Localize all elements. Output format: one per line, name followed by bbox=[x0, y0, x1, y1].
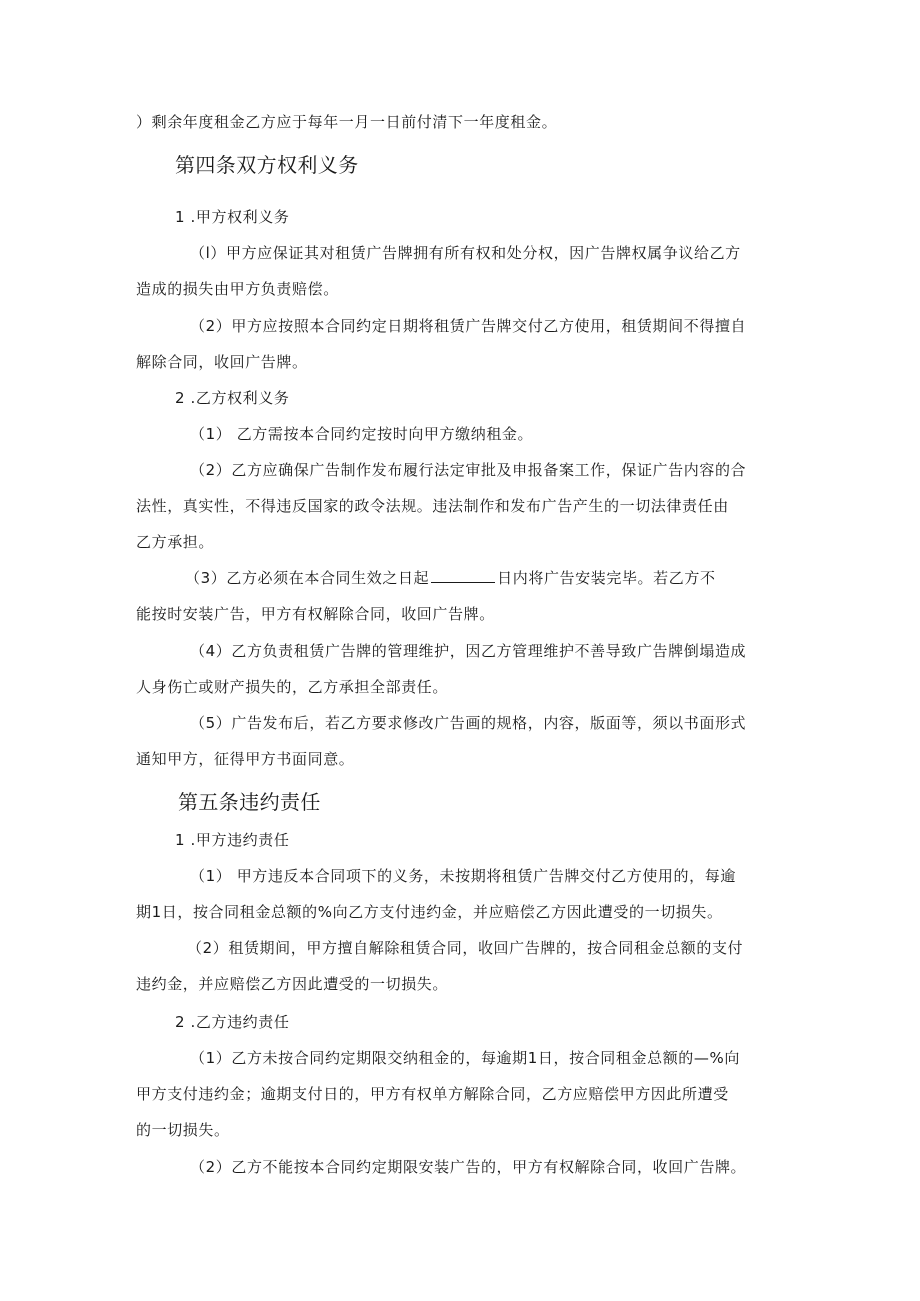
section-title: 1 .甲方违约责任 bbox=[175, 831, 290, 849]
section-title: 2 .乙方权利义务 bbox=[175, 389, 290, 407]
text-line: （2）乙方不能按本合同约定期限安装广告的，甲方有权解除合同，收回广告牌。 bbox=[190, 1158, 747, 1176]
text-line: （1）乙方未按合同约定期限交纳租金的，每逾期1日，按合同租金总额的—%向 bbox=[190, 1049, 740, 1067]
text-line bbox=[185, 568, 716, 588]
text-line: （l）甲方应保证其对租赁广告牌拥有所有权和处分权，因广告牌权属争议给乙方 bbox=[190, 244, 741, 262]
text-line: 乙方承担。 bbox=[136, 533, 215, 551]
text-line: （1） 甲方违反本合同项下的义务，未按期将租赁广告牌交付乙方使用的，每逾 bbox=[190, 867, 736, 885]
text-line: 人身伤亡或财产损失的，乙方承担全部责任。 bbox=[136, 678, 449, 696]
text-line: （4）乙方负责租赁广告牌的管理维护，因乙方管理维护不善导致广告牌倒塌造成 bbox=[190, 642, 747, 660]
article-heading-4: 第四条双方权利义务 bbox=[175, 153, 359, 177]
section-title: 2 .乙方违约责任 bbox=[175, 1013, 290, 1031]
text-line: 解除合同，收回广告牌。 bbox=[136, 353, 308, 371]
text-line: （5）广告发布后，若乙方要求修改广告画的规格，内容，版面等，须以书面形式 bbox=[190, 714, 747, 732]
text-line: 法性，真实性，不得违反国家的政令法规。违法制作和发布广告产生的一切法律责任由 bbox=[136, 497, 729, 515]
text-line: 期1日，按合同租金总额的%向乙方支付违约金，并应赔偿乙方因此遭受的一切损失。 bbox=[136, 903, 723, 921]
text-line: 通知甲方，征得甲方书面同意。 bbox=[136, 750, 355, 768]
text-line: （2）租赁期间，甲方擅自解除租赁合同，收回广告牌的，按合同租金总额的支付 bbox=[187, 939, 744, 957]
text-line: （1） 乙方需按本合同约定按时向甲方缴纳租金。 bbox=[190, 425, 534, 443]
text-line: 违约金，并应赔偿乙方因此遭受的一切损失。 bbox=[136, 975, 449, 993]
text-fragment: 日内将广告安装完毕。若乙方不 bbox=[497, 569, 716, 587]
section-title: 1 .甲方权利义务 bbox=[175, 208, 290, 226]
text-line: 的一切损失。 bbox=[136, 1121, 230, 1139]
text-line: 造成的损失由甲方负责赔偿。 bbox=[136, 280, 339, 298]
text-line: （2）甲方应按照本合同约定日期将租赁广告牌交付乙方使用，租赁期间不得擅自 bbox=[190, 317, 747, 335]
fill-in-blank bbox=[431, 568, 495, 583]
article-heading-5: 第五条违约责任 bbox=[178, 790, 321, 814]
text-line: 甲方支付违约金；逾期支付日的，甲方有权单方解除合同，乙方应赔偿甲方因此所遭受 bbox=[136, 1085, 729, 1103]
text-fragment: （3）乙方必须在本合同生效之日起 bbox=[185, 569, 430, 587]
text-line: 能按时安装广告，甲方有权解除合同，收回广告牌。 bbox=[136, 605, 495, 623]
text-line: （2）乙方应确保广告制作发布履行法定审批及申报备案工作，保证广告内容的合 bbox=[190, 461, 747, 479]
text-line: ）剩余年度租金乙方应于每年一月一日前付清下一年度租金。 bbox=[136, 113, 558, 131]
